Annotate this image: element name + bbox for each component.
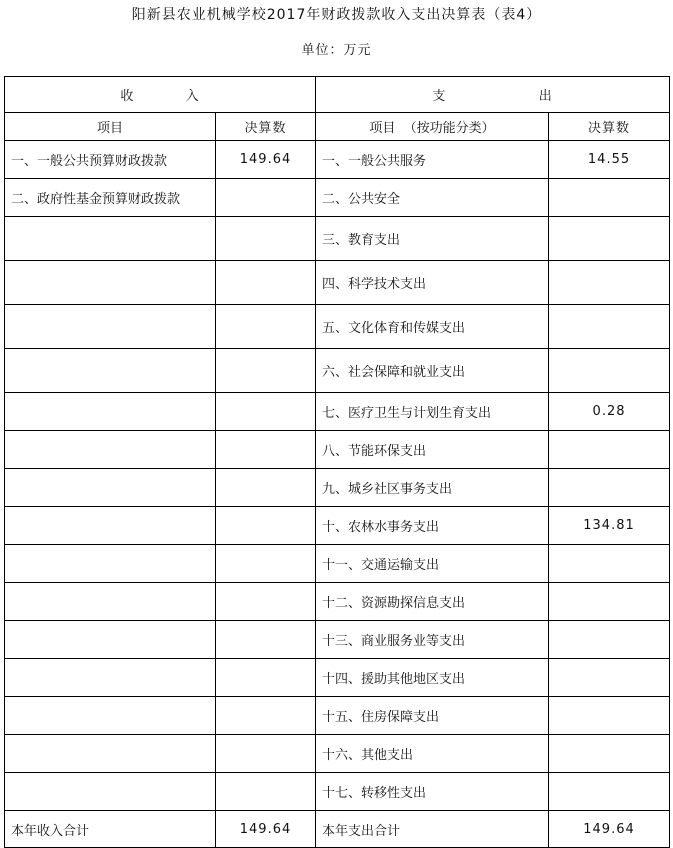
expense-item-cell: 一、一般公共服务 — [316, 141, 549, 179]
table-row — [5, 469, 670, 507]
table-row — [5, 735, 670, 773]
income-item-cell — [5, 261, 216, 305]
totals-row — [5, 811, 670, 848]
income-amount-cell — [216, 393, 316, 431]
income-amount-cell — [216, 507, 316, 545]
expense-total-label: 本年支出合计 — [316, 811, 549, 848]
expense-item-cell: 十二、资源勘探信息支出 — [316, 583, 549, 621]
table-row — [5, 349, 670, 393]
expense-item-cell: 八、节能环保支出 — [316, 431, 549, 469]
income-item-cell: 二、政府性基金预算财政拨款 — [5, 179, 216, 217]
income-item-header: 项目 — [5, 113, 216, 141]
expense-item-cell: 九、城乡社区事务支出 — [316, 469, 549, 507]
income-group-header: 收 入 — [5, 77, 316, 113]
income-amount-cell — [216, 217, 316, 261]
table-row — [5, 773, 670, 811]
table-row — [5, 141, 670, 179]
income-amount-cell — [216, 305, 316, 349]
table-row — [5, 621, 670, 659]
income-item-cell — [5, 393, 216, 431]
expense-total-amount: 149.64 — [549, 811, 670, 848]
expense-amount-cell — [549, 659, 670, 697]
table-row — [5, 179, 670, 217]
expense-group-header: 支 出 — [316, 77, 670, 113]
expense-amount-cell — [549, 697, 670, 735]
income-item-cell — [5, 217, 216, 261]
expense-amount-cell — [549, 179, 670, 217]
expense-item-cell: 六、社会保障和就业支出 — [316, 349, 549, 393]
expense-amount-cell: 14.55 — [549, 141, 670, 179]
expense-amount-cell — [549, 305, 670, 349]
expense-amount-cell — [549, 621, 670, 659]
table-row — [5, 393, 670, 431]
income-total-label: 本年收入合计 — [5, 811, 216, 848]
income-item-cell — [5, 697, 216, 735]
table-row — [5, 583, 670, 621]
unit-label: 单位：万元 — [301, 43, 372, 58]
budget-table — [4, 76, 670, 848]
expense-amount-cell — [549, 583, 670, 621]
page-title: 阳新县农业机械学校2017年财政拨款收入支出决算表（表4） — [131, 7, 542, 23]
income-item-cell — [5, 469, 216, 507]
income-item-cell — [5, 621, 216, 659]
expense-item-cell: 十六、其他支出 — [316, 735, 549, 773]
expense-amount-cell — [549, 469, 670, 507]
income-item-cell — [5, 773, 216, 811]
table-row — [5, 697, 670, 735]
income-amount-cell — [216, 659, 316, 697]
income-item-cell — [5, 305, 216, 349]
income-item-cell — [5, 349, 216, 393]
income-item-cell: 一、一般公共预算财政拨款 — [5, 141, 216, 179]
income-amount-cell — [216, 431, 316, 469]
table-row — [5, 217, 670, 261]
income-item-cell — [5, 507, 216, 545]
expense-item-cell: 三、教育支出 — [316, 217, 549, 261]
income-amount-cell: 149.64 — [216, 141, 316, 179]
table-row — [5, 545, 670, 583]
expense-amount-cell — [549, 545, 670, 583]
table-row — [5, 305, 670, 349]
expense-item-cell: 十四、援助其他地区支出 — [316, 659, 549, 697]
income-amount-cell — [216, 179, 316, 217]
income-item-cell — [5, 583, 216, 621]
group-header-row — [5, 77, 670, 113]
expense-amount-cell: 134.81 — [549, 507, 670, 545]
expense-item-cell: 十七、转移性支出 — [316, 773, 549, 811]
expense-item-header: 项目 （按功能分类） — [316, 113, 549, 141]
income-amount-cell — [216, 583, 316, 621]
expense-item-cell: 十三、商业服务业等支出 — [316, 621, 549, 659]
income-amount-header: 决算数 — [216, 113, 316, 141]
expense-item-cell: 四、科学技术支出 — [316, 261, 549, 305]
income-amount-cell — [216, 469, 316, 507]
budget-table-body — [5, 77, 670, 848]
income-amount-cell — [216, 261, 316, 305]
income-item-cell — [5, 545, 216, 583]
income-item-cell — [5, 431, 216, 469]
expense-item-cell: 七、医疗卫生与计划生育支出 — [316, 393, 549, 431]
table-row — [5, 431, 670, 469]
expense-item-cell: 五、文化体育和传媒支出 — [316, 305, 549, 349]
table-row — [5, 659, 670, 697]
expense-amount-cell — [549, 261, 670, 305]
income-amount-cell — [216, 735, 316, 773]
income-item-cell — [5, 659, 216, 697]
expense-amount-cell: 0.28 — [549, 393, 670, 431]
income-amount-cell — [216, 545, 316, 583]
expense-item-cell: 十五、住房保障支出 — [316, 697, 549, 735]
column-header-row — [5, 113, 670, 141]
income-amount-cell — [216, 697, 316, 735]
income-item-cell — [5, 735, 216, 773]
income-amount-cell — [216, 349, 316, 393]
table-row — [5, 261, 670, 305]
table-row — [5, 507, 670, 545]
expense-amount-cell — [549, 773, 670, 811]
expense-item-cell: 十、农林水事务支出 — [316, 507, 549, 545]
income-amount-cell — [216, 621, 316, 659]
expense-amount-cell — [549, 431, 670, 469]
expense-amount-cell — [549, 217, 670, 261]
expense-amount-cell — [549, 349, 670, 393]
income-amount-cell — [216, 773, 316, 811]
expense-item-cell: 二、公共安全 — [316, 179, 549, 217]
expense-amount-header: 决算数 — [549, 113, 670, 141]
expense-item-cell: 十一、交通运输支出 — [316, 545, 549, 583]
income-total-amount: 149.64 — [216, 811, 316, 848]
expense-amount-cell — [549, 735, 670, 773]
